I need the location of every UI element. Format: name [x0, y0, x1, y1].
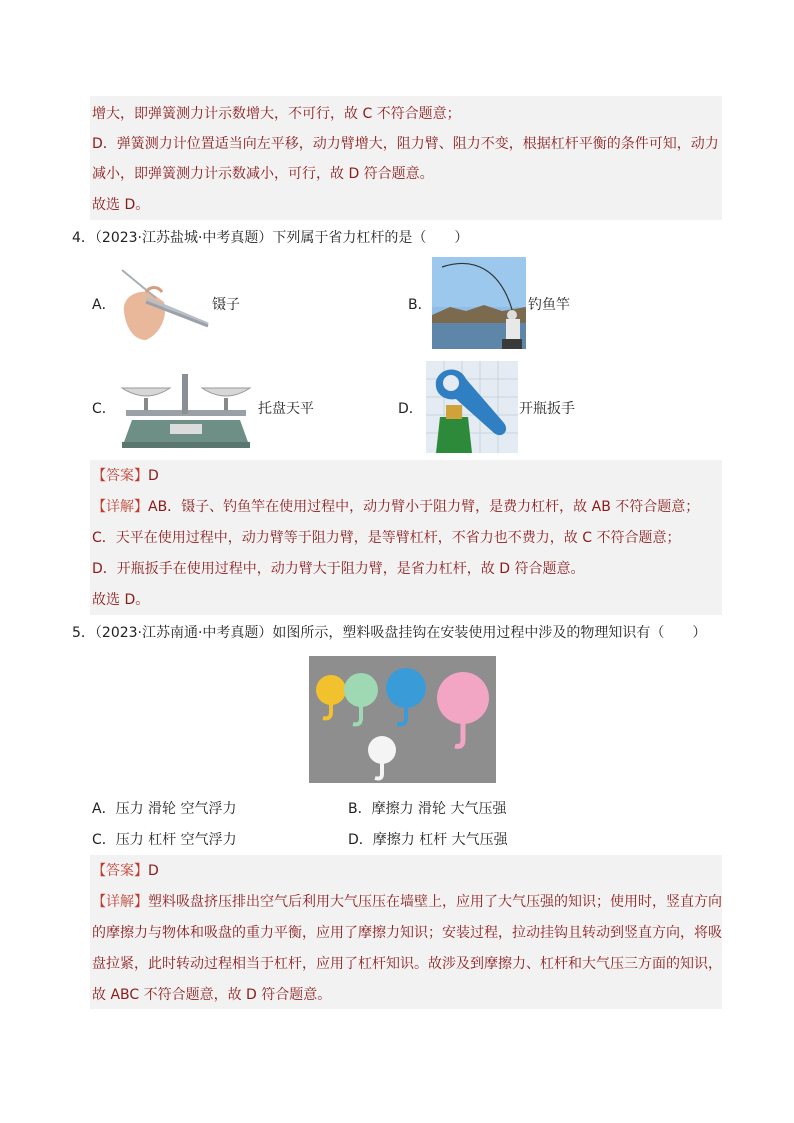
option-c-letter: C． [92, 401, 116, 417]
prev-answer-line: 增大，即弹簧测力计示数增大，不可行，故 C 不符合题意； [92, 106, 461, 122]
option-c-name: 托盘天平 [258, 401, 314, 417]
balance-scale-image [118, 370, 254, 450]
option-d-letter: D． [398, 401, 423, 417]
q4-detail-line [92, 497, 699, 517]
q4-answer-line [92, 466, 159, 486]
q4-detail-line: D．开瓶扳手在使用过程中，动力臂大于阻力臂，是省力杠杆，故 D 符合题意。 [92, 561, 585, 577]
prev-answer-line: 减小，即弹簧测力计示数减小，可行，故 D 符合题意。 [92, 166, 434, 182]
q5-option-c: C．压力 杠杆 空气浮力 [92, 832, 237, 848]
q5-detail-line: 的摩擦力与物体和吸盘的重力平衡，应用了摩擦力知识；安装过程，拉动挂钩且转动到竖直方向，将吸 [92, 925, 722, 941]
q5-detail-line: 盘拉紧，此时转动过程相当于杠杆，应用了杠杆知识。故涉及到摩擦力、杠杆和大气压三方面的知识， [92, 956, 722, 972]
fishing-rod-image [432, 257, 526, 349]
answer-value: D [148, 863, 159, 879]
q5-detail-line [92, 892, 722, 912]
option-a-name: 镊子 [212, 297, 240, 313]
answer-value: D [148, 468, 159, 484]
q5-option-b: B．摩擦力 滑轮 大气压强 [348, 801, 507, 817]
q5-detail-line: 故 ABC 不符合题意，故 D 符合题意。 [92, 987, 332, 1003]
prev-answer-line: D．弹簧测力计位置适当向左平移，动力臂增大，阻力臂、阻力不变，根据杠杆平衡的条件可知，动力 [92, 136, 719, 152]
q4-detail-line: C．天平在使用过程中，动力臂等于阻力臂，是等臂杠杆，不省力也不费力，故 C 不符合题意； [92, 530, 681, 546]
question-5-stem: 5．（2023·江苏南通·中考真题）如图所示，塑料吸盘挂钩在安装使用过程中涉及的物理知识有（ ） [72, 625, 707, 641]
detail-text: AB．镊子、钓鱼竿在使用过程中，动力臂小于阻力臂，是费力杠杆，故 AB 不符合题意； [148, 499, 700, 515]
bottle-opener-image [426, 361, 518, 453]
prev-answer-line: 故选 D。 [92, 197, 150, 213]
answer-tag: 【答案】 [92, 863, 148, 879]
q5-answer-line [92, 861, 159, 881]
suction-hooks-image [309, 656, 496, 783]
tweezers-image [116, 262, 212, 344]
option-a-letter: A． [92, 297, 116, 313]
detail-text: 塑料吸盘挤压排出空气后利用大气压压在墙壁上，应用了大气压强的知识；使用时，竖直方向 [148, 894, 722, 910]
answer-tag: 【答案】 [92, 468, 148, 484]
detail-tag: 【详解】 [92, 499, 148, 515]
option-b-name: 钓鱼竿 [528, 297, 570, 313]
q5-option-d: D．摩擦力 杠杆 大气压强 [348, 832, 508, 848]
q4-conclusion: 故选 D。 [92, 592, 150, 608]
option-d-name: 开瓶扳手 [519, 401, 575, 417]
detail-tag: 【详解】 [92, 894, 148, 910]
question-4-stem: 4．（2023·江苏盐城·中考真题）下列属于省力杠杆的是（ ） [72, 230, 469, 246]
option-b-letter: B． [408, 297, 432, 313]
q5-option-a: A．压力 滑轮 空气浮力 [92, 801, 237, 817]
